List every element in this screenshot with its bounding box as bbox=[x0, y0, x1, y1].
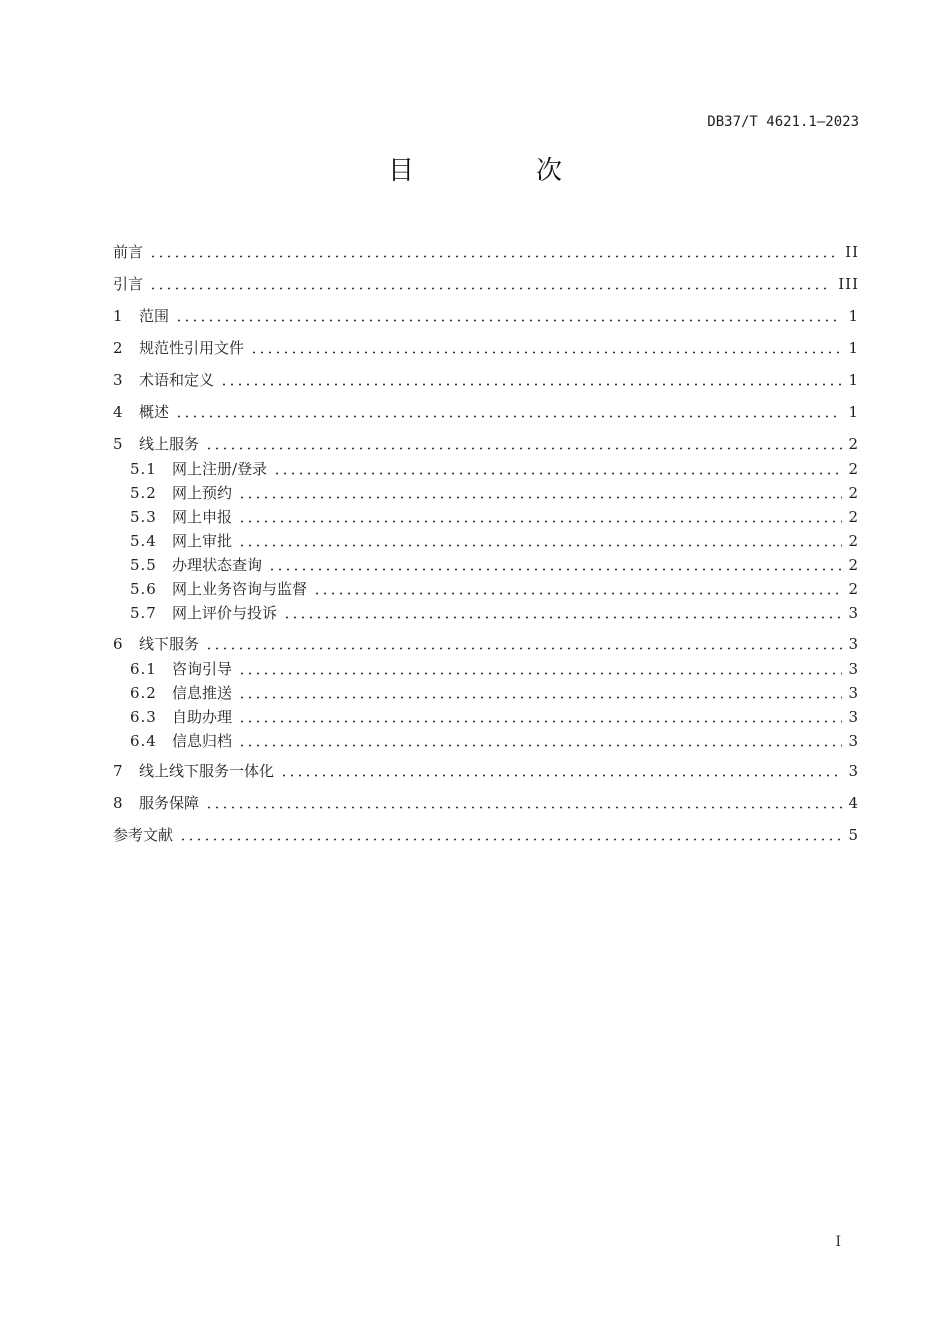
toc-dot-leader bbox=[205, 647, 842, 650]
toc-entry-number: 6 bbox=[113, 635, 123, 653]
toc-entry-page: 2 bbox=[848, 556, 859, 574]
toc-dot-leader bbox=[149, 255, 839, 258]
toc-entry-label: 办理状态查询 bbox=[172, 556, 263, 574]
toc-entry-page: 5 bbox=[848, 826, 859, 844]
footer-page-number: I bbox=[835, 1234, 841, 1250]
toc-entry-page: II bbox=[845, 243, 859, 261]
toc-entry[interactable] bbox=[113, 306, 859, 326]
toc-entry-page: 2 bbox=[848, 435, 859, 453]
toc-entry[interactable] bbox=[113, 274, 859, 294]
toc-entry-number: 5.4 bbox=[130, 532, 157, 550]
toc-entry-number: 2 bbox=[113, 339, 123, 357]
toc-dot-leader bbox=[238, 720, 842, 723]
toc-entry-page: 3 bbox=[848, 684, 859, 702]
toc-dot-leader bbox=[238, 744, 842, 747]
toc-dot-leader bbox=[273, 472, 842, 475]
toc-entry[interactable] bbox=[113, 338, 859, 358]
toc-entry-page: 3 bbox=[848, 762, 859, 780]
toc-entry[interactable] bbox=[113, 634, 859, 654]
toc-entry-label: 咨询引导 bbox=[172, 660, 233, 678]
toc-entry-label: 概述 bbox=[139, 403, 170, 421]
toc-entry-page: 2 bbox=[848, 460, 859, 478]
toc-entry-number: 4 bbox=[113, 403, 123, 421]
toc-dot-leader bbox=[175, 415, 842, 418]
toc-entry-page: 3 bbox=[848, 708, 859, 726]
toc-entry-page: 3 bbox=[848, 660, 859, 678]
toc-entry[interactable] bbox=[113, 825, 859, 845]
toc-entry-label: 网上评价与投诉 bbox=[172, 604, 278, 622]
toc-entry-label: 网上审批 bbox=[172, 532, 233, 550]
toc-entry[interactable] bbox=[113, 402, 859, 422]
toc-entry[interactable] bbox=[130, 507, 859, 527]
toc-dot-leader bbox=[149, 287, 832, 290]
toc-entry-label: 网上申报 bbox=[172, 508, 233, 526]
toc-entry-number: 6.4 bbox=[130, 732, 157, 750]
toc-entry-label: 信息推送 bbox=[172, 684, 233, 702]
toc-entry-label: 服务保障 bbox=[139, 794, 200, 812]
toc-entry-page: 3 bbox=[848, 732, 859, 750]
toc-entry-page: 2 bbox=[848, 508, 859, 526]
toc-entry-page: 2 bbox=[848, 532, 859, 550]
toc-entry-number: 5.5 bbox=[130, 556, 157, 574]
toc-dot-leader bbox=[250, 351, 842, 354]
toc-entry[interactable] bbox=[130, 531, 859, 551]
toc-entry-number: 5.3 bbox=[130, 508, 157, 526]
toc-entry-label: 线下服务 bbox=[139, 635, 200, 653]
toc-dot-leader bbox=[179, 838, 842, 841]
toc-entry-page: 1 bbox=[848, 339, 859, 357]
standard-code: DB37/T 4621.1—2023 bbox=[707, 114, 859, 130]
toc-dot-leader bbox=[238, 672, 842, 675]
toc-dot-leader bbox=[175, 319, 842, 322]
toc-dot-leader bbox=[268, 568, 842, 571]
toc-entry[interactable] bbox=[130, 555, 859, 575]
toc-dot-leader bbox=[205, 447, 842, 450]
toc-entry[interactable] bbox=[130, 483, 859, 503]
toc-entry-page: III bbox=[838, 275, 859, 293]
toc-entry-label: 网上注册/登录 bbox=[172, 460, 268, 478]
toc-entry[interactable] bbox=[113, 370, 859, 390]
toc-entry[interactable] bbox=[113, 793, 859, 813]
toc-entry-page: 1 bbox=[848, 403, 859, 421]
toc-entry[interactable] bbox=[113, 434, 859, 454]
toc-entry-page: 3 bbox=[848, 604, 859, 622]
toc-entry-page: 2 bbox=[848, 580, 859, 598]
toc-entry-label: 线上线下服务一体化 bbox=[139, 762, 275, 780]
toc-entry-number: 5 bbox=[113, 435, 123, 453]
toc-entry-number: 6.2 bbox=[130, 684, 157, 702]
toc-entry-label: 信息归档 bbox=[172, 732, 233, 750]
toc-dot-leader bbox=[313, 592, 842, 595]
toc-dot-leader bbox=[280, 774, 842, 777]
toc-entry-label: 范围 bbox=[139, 307, 170, 325]
toc-entry-page: 4 bbox=[848, 794, 859, 812]
toc-entry-number: 5.6 bbox=[130, 580, 157, 598]
toc-entry[interactable] bbox=[130, 707, 859, 727]
toc-entry-label: 引言 bbox=[113, 275, 144, 293]
toc-entry-number: 5.1 bbox=[130, 460, 157, 478]
toc-entry-label: 参考文献 bbox=[113, 826, 174, 844]
toc-dot-leader bbox=[205, 806, 842, 809]
toc-entry-label: 自助办理 bbox=[172, 708, 233, 726]
toc-entry-number: 5.7 bbox=[130, 604, 157, 622]
toc-entry[interactable] bbox=[113, 242, 859, 262]
toc-entry-number: 7 bbox=[113, 762, 123, 780]
toc-entry-number: 8 bbox=[113, 794, 123, 812]
toc-entry-number: 5.2 bbox=[130, 484, 157, 502]
toc-entry-page: 2 bbox=[848, 484, 859, 502]
toc-entry[interactable] bbox=[130, 683, 859, 703]
toc-dot-leader bbox=[283, 616, 842, 619]
toc-entry-number: 6.1 bbox=[130, 660, 157, 678]
toc-entry-label: 术语和定义 bbox=[139, 371, 215, 389]
toc-entry-label: 规范性引用文件 bbox=[139, 339, 245, 357]
toc-dot-leader bbox=[238, 544, 842, 547]
toc-entry[interactable] bbox=[130, 659, 859, 679]
toc-entry-label: 网上预约 bbox=[172, 484, 233, 502]
toc-entry[interactable] bbox=[130, 579, 859, 599]
toc-entry-label: 网上业务咨询与监督 bbox=[172, 580, 308, 598]
toc-entry-page: 3 bbox=[848, 635, 859, 653]
toc-entry-label: 线上服务 bbox=[139, 435, 200, 453]
toc-entry[interactable] bbox=[130, 459, 859, 479]
toc-entry-number: 1 bbox=[113, 307, 123, 325]
toc-entry[interactable] bbox=[130, 603, 859, 623]
toc-title: 目 次 bbox=[387, 156, 610, 186]
toc-entry-label: 前言 bbox=[113, 243, 144, 261]
toc-entry-number: 6.3 bbox=[130, 708, 157, 726]
toc-dot-leader bbox=[238, 496, 842, 499]
toc-entry-page: 1 bbox=[848, 371, 859, 389]
toc-entry-number: 3 bbox=[113, 371, 123, 389]
toc-dot-leader bbox=[238, 696, 842, 699]
toc-entry[interactable] bbox=[130, 731, 859, 751]
toc-entry-page: 1 bbox=[848, 307, 859, 325]
toc-dot-leader bbox=[238, 520, 842, 523]
toc-entry[interactable] bbox=[113, 761, 859, 781]
toc-dot-leader bbox=[220, 383, 842, 386]
